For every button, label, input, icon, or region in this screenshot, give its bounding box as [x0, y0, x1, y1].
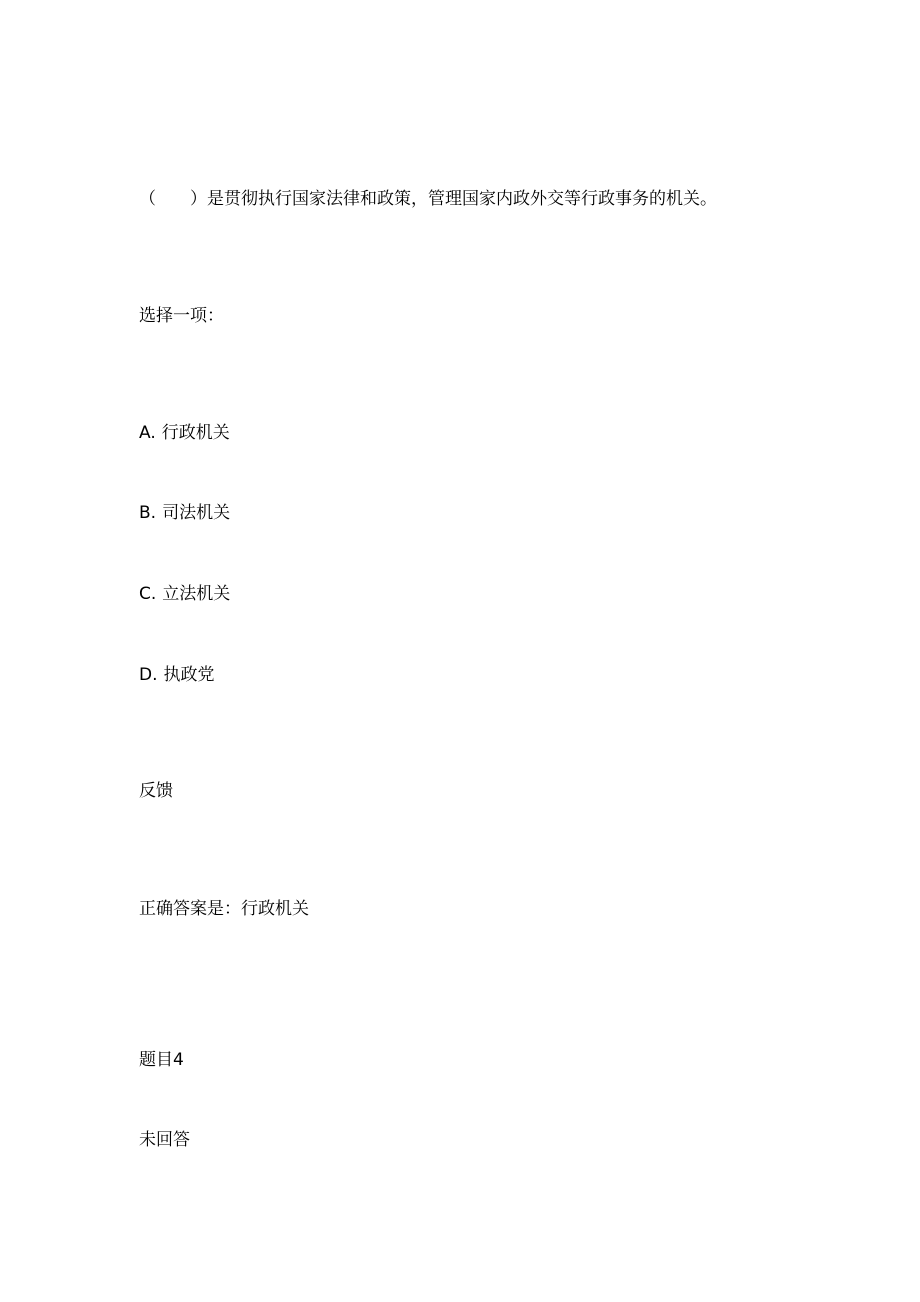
- question-stem: （ ）是贯彻执行国家法律和政策，管理国家内政外交等行政事务的机关。: [139, 189, 717, 209]
- option-label: 立法机关: [162, 584, 231, 604]
- select-one-instruction: 选择一项：: [139, 306, 224, 326]
- option-letter: B.: [139, 503, 157, 523]
- question-4-title: 题目4: [139, 1050, 184, 1070]
- option-letter: C.: [139, 584, 157, 604]
- option-label: 司法机关: [162, 503, 231, 523]
- question-4-status: 未回答: [139, 1130, 190, 1150]
- option-c[interactable]: [139, 584, 230, 604]
- option-label: 执政党: [163, 665, 215, 685]
- option-b[interactable]: [139, 503, 230, 523]
- option-d[interactable]: [139, 665, 215, 685]
- correct-answer: 正确答案是：行政机关: [139, 899, 309, 919]
- feedback-heading: 反馈: [139, 781, 173, 801]
- option-label: 行政机关: [161, 423, 230, 443]
- option-a[interactable]: [139, 423, 230, 443]
- option-letter: D.: [139, 665, 158, 685]
- option-letter: A.: [139, 423, 156, 443]
